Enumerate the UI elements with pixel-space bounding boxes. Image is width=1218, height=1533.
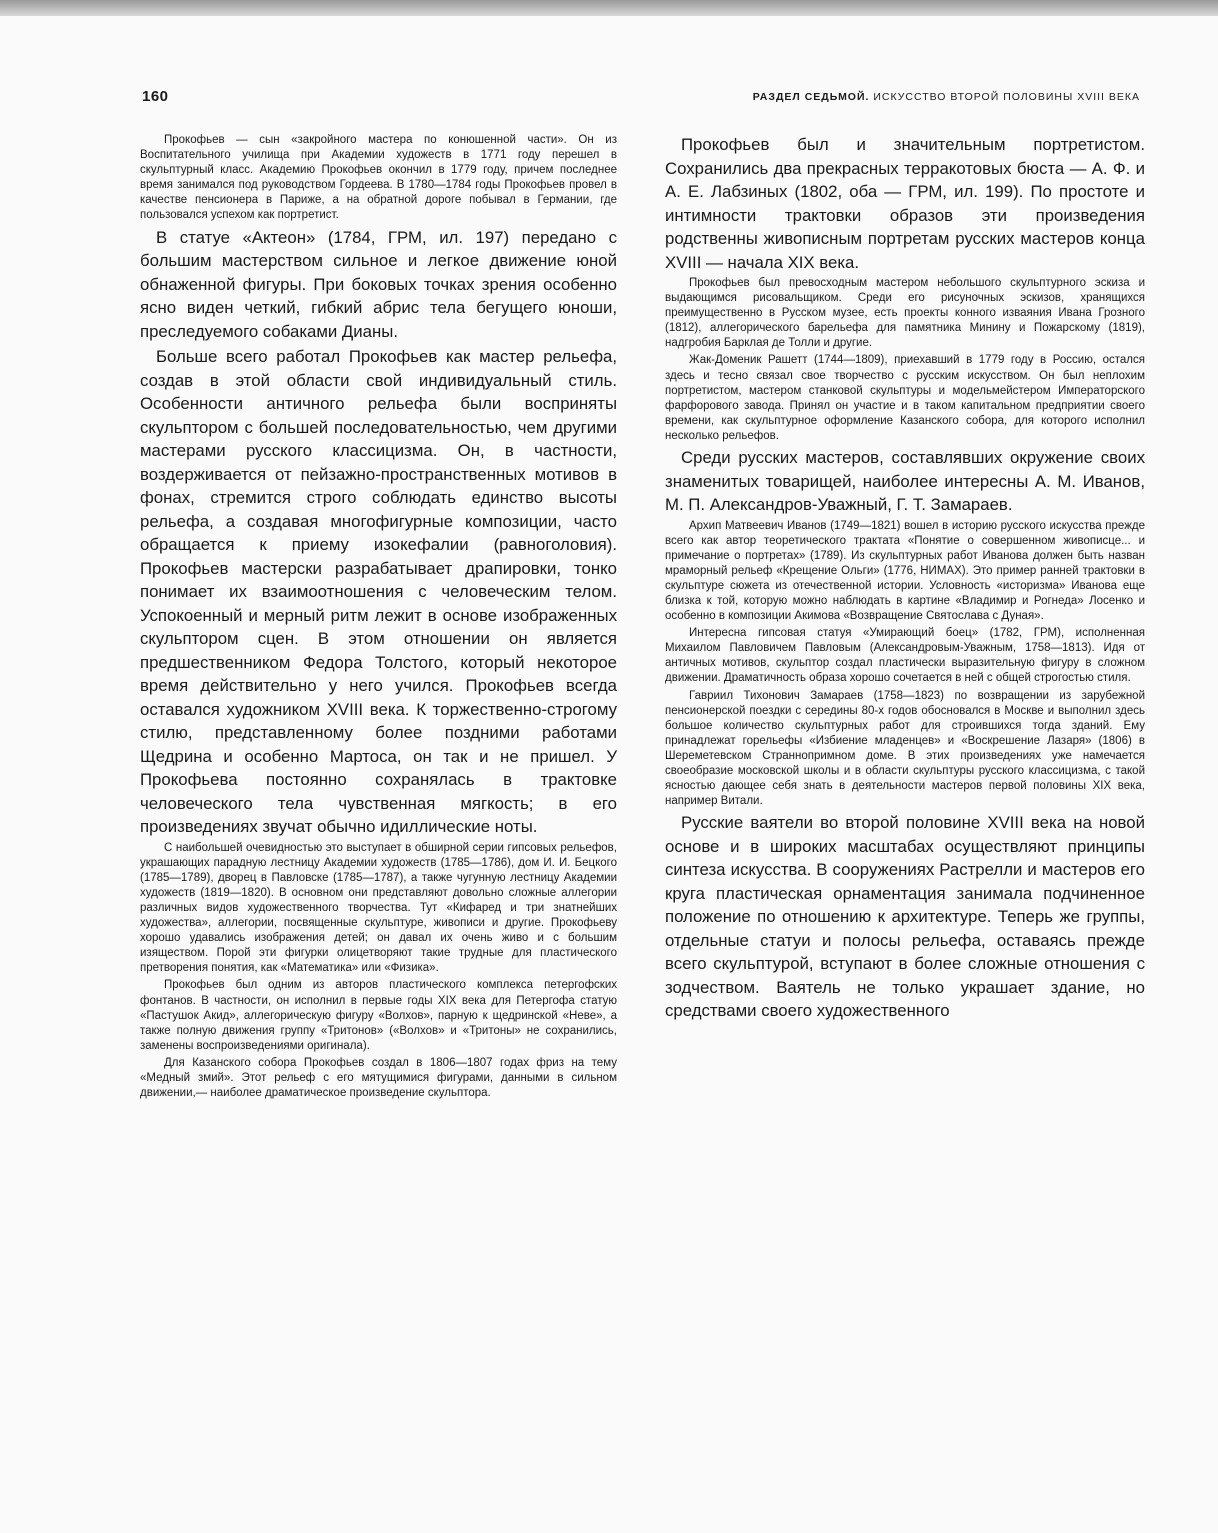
paragraph: Жак-Доменик Рашетт (1744—1809), приехавший в 1779 году в Россию, остался здесь и тесно связал свое творчество с русским искусством. Он был неплохим портретистом, мастером станковой скульптуры и модельмейстером Императорского фарфорового завода. Принял он участие и в таком капитальном предприятии своего времени, как скульптурное оформление Казанского собора, для которого исполнил несколько рельефов. bbox=[665, 354, 1145, 442]
paragraph: Среди русских мастеров, составлявших окружение своих знаменитых товарищей, наиболее интересны А. М. Иванов, М. П. Александров-Уважный, Г. Т. Замараев. bbox=[665, 448, 1145, 515]
page-number: 160 bbox=[142, 88, 169, 105]
running-head bbox=[753, 91, 1140, 103]
paragraph: Прокофьев был одним из авторов пластического комплекса петергофских фонтанов. В частности, он исполнил в первые годы XIX века для Петергофа статую «Пастушок Акид», аллегорическую фигуру «Волхов», парную к щедринской «Неве», а также полную движения группу «Тритонов» («Волхов» и «Тритоны» не сохранились, заменены воспроизведениями оригинала). bbox=[140, 979, 617, 1052]
section-label: РАЗДЕЛ СЕДЬМОЙ. bbox=[752, 91, 870, 103]
paragraph: Русские ваятели во второй половине XVIII века на новой основе и в широких масштабах осуществляют принципы синтеза искусства. В сооружениях Растрелли и мастеров его круга пластическая орнаментация занимала подчиненное положение по отношению к архитектуре. Теперь же группы, отдельные статуи и полосы рельефа, оставаясь прежде всего скульптурой, вступают в более сложные отношения с зодчеством. Ваятель не только украшает здание, но средствами своего художественного bbox=[665, 813, 1145, 1021]
paragraph: В статуе «Актеон» (1784, ГРМ, ил. 197) передано с большим мастерством сильное и легкое движение юной обнаженной фигуры. При боковых точках зрения особенно ясно виден четкий, гибкий абрис тела бегущего юноши, преследуемого собаками Дианы. bbox=[140, 227, 617, 341]
paragraph: Больше всего работал Прокофьев как мастер рельефа, создав в этой области свой индивидуальный стиль. Особенности античного рельефа были восприняты скульптором с большей последовательностью, чем другими мастерами русского классицизма. Он, в частности, воздерживается от пейзажно-пространственных мотивов в фонах, стремится строго соблюдать единство высоты рельефа, а создавая многофигурные композиции, часто обращается к приему изокефалии (равноголовия). Прокофьев мастерски разрабатывает драпировки, тонко понимает их взаимоотношения с человеческим телом. Успокоенный и мерный ритм лежит в основе изображенных скульптором сцен. В этом отношении он является предшественником Федора Толстого, который некоторое время действительно у него учился. Прокофьев всегда оставался художником XVIII века. К торжественно-строгому стилю, представленному более поздними работами Щедрина и особенно Мартоса, он так и не пришел. У Прокофьева постоянно сохранялась в трактовке человеческого тела чувственная мягкость; в его произведениях звучат обычно идиллические ноты. bbox=[140, 347, 617, 837]
right-column bbox=[665, 133, 1145, 1025]
section-title: ИСКУССТВО ВТОРОЙ ПОЛОВИНЫ XVIII ВЕКА bbox=[873, 91, 1140, 103]
scan-edge bbox=[0, 0, 1218, 16]
paragraph: Для Казанского собора Прокофьев создал в 1806—1807 годах фриз на тему «Медный змий». Этот рельеф с его мятущимися фигурами, данными в сильном движении,— наиболее драматическое произведение скульптора. bbox=[140, 1056, 617, 1100]
paragraph: С наибольшей очевидностью это выступает в обширной серии гипсовых рельефов, украшающих парадную лестницу Академии художеств (1785—1786), дом И. И. Бецкого (1785—1789), дворец в Павловске (1785—1787), а также чугунную лестницу Академии художеств (1819—1820). В основном они представляют довольно сложные аллегории различных видов художественного творчества. Тут «Кифаред и три знатнейших художества», аллегории, посвященные скульптуре, живописи и другие. Прокофьеву хорошо удавались изображения детей; он давал их очень живо и с большим изяществом. Порой эти фигурки олицетворяют такие трудные для пластического претворения понятия, как «Математика» или «Физика». bbox=[140, 841, 617, 975]
paragraph: Прокофьев был и значительным портретистом. Сохранились два прекрасных терракотовых бюста — А. Ф. и А. Е. Лабзиных (1802, оба — ГРМ, ил. 199). По простоте и интимности трактовки образов эти произведения родственны живописным портретам русских мастеров конца XVIII — начала XIX века. bbox=[665, 135, 1145, 272]
paragraph: Гавриил Тихонович Замараев (1758—1823) по возвращении из зарубежной пенсионерской поездки с середины 80-х годов обосновался в Москве и выполнил здесь большое количество скульптурных работ для строившихся тогда зданий. Ему принадлежат горельефы «Избиение младенцев» и «Воскрешение Лазаря» (1806) в Шереметевском Страннопримном доме. В этих произведениях уже намечается своеобразие московской школы и в области скульптуры русского классицизма, с такой ясностью дающее себя знать в деятельности мастеров первой половины XIX века, например Витали. bbox=[665, 689, 1145, 808]
left-column bbox=[140, 133, 617, 1103]
paragraph: Прокофьев — сын «закройного мастера по конюшенной части». Он из Воспитательного училища при Академии художеств в 1771 году перешел в скульптурный класс. Академию Прокофьев окончил в 1779 году, причем последнее время занимался под руководством Гордеева. В 1780—1784 годы Прокофьев провел в качестве пенсионера в Париже, а на обратной дороге побывал в Германии, где пользовался успехом как портретист. bbox=[140, 134, 617, 222]
paragraph: Архип Матвеевич Иванов (1749—1821) вошел в историю русского искусства прежде всего как автор теоретического трактата «Понятие о совершенном живописце... и примечание о портретах» (1789). Из скульптурных работ Иванова должен быть назван мраморный рельеф «Крещение Ольги» (1776, НИМАХ). Это пример ранней трактовки в скульптуре сюжета из отечественной истории. Условность «историзма» Иванова еще близка к той, которую можно наблюдать в картине «Владимир и Рогнеда» Лосенко и особенно в композиции Акимова «Возвращение Святослава с Дуная». bbox=[665, 519, 1145, 623]
paragraph: Интересна гипсовая статуя «Умирающий боец» (1782, ГРМ), исполненная Михаилом Павловичем Павловым (Александровым-Уважным, 1758—1813). Идя от античных мотивов, скульптор создал пластически выразительную фигуру в сложном движении. Драматичность образа хорошо сочетается в ней с общей строгостью стиля. bbox=[665, 627, 1145, 685]
paragraph: Прокофьев был превосходным мастером небольшого скульптурного эскиза и выдающимся рисовальщиком. Среди его рисуночных эскизов, хранящихся преимущественно в Русском музее, есть проекты конного изваяния Ивана Грозного (1812), аллегорического барельефа для памятника Минину и Пожарскому (1819), надгробия Барклая де Толли и другие. bbox=[665, 277, 1145, 350]
